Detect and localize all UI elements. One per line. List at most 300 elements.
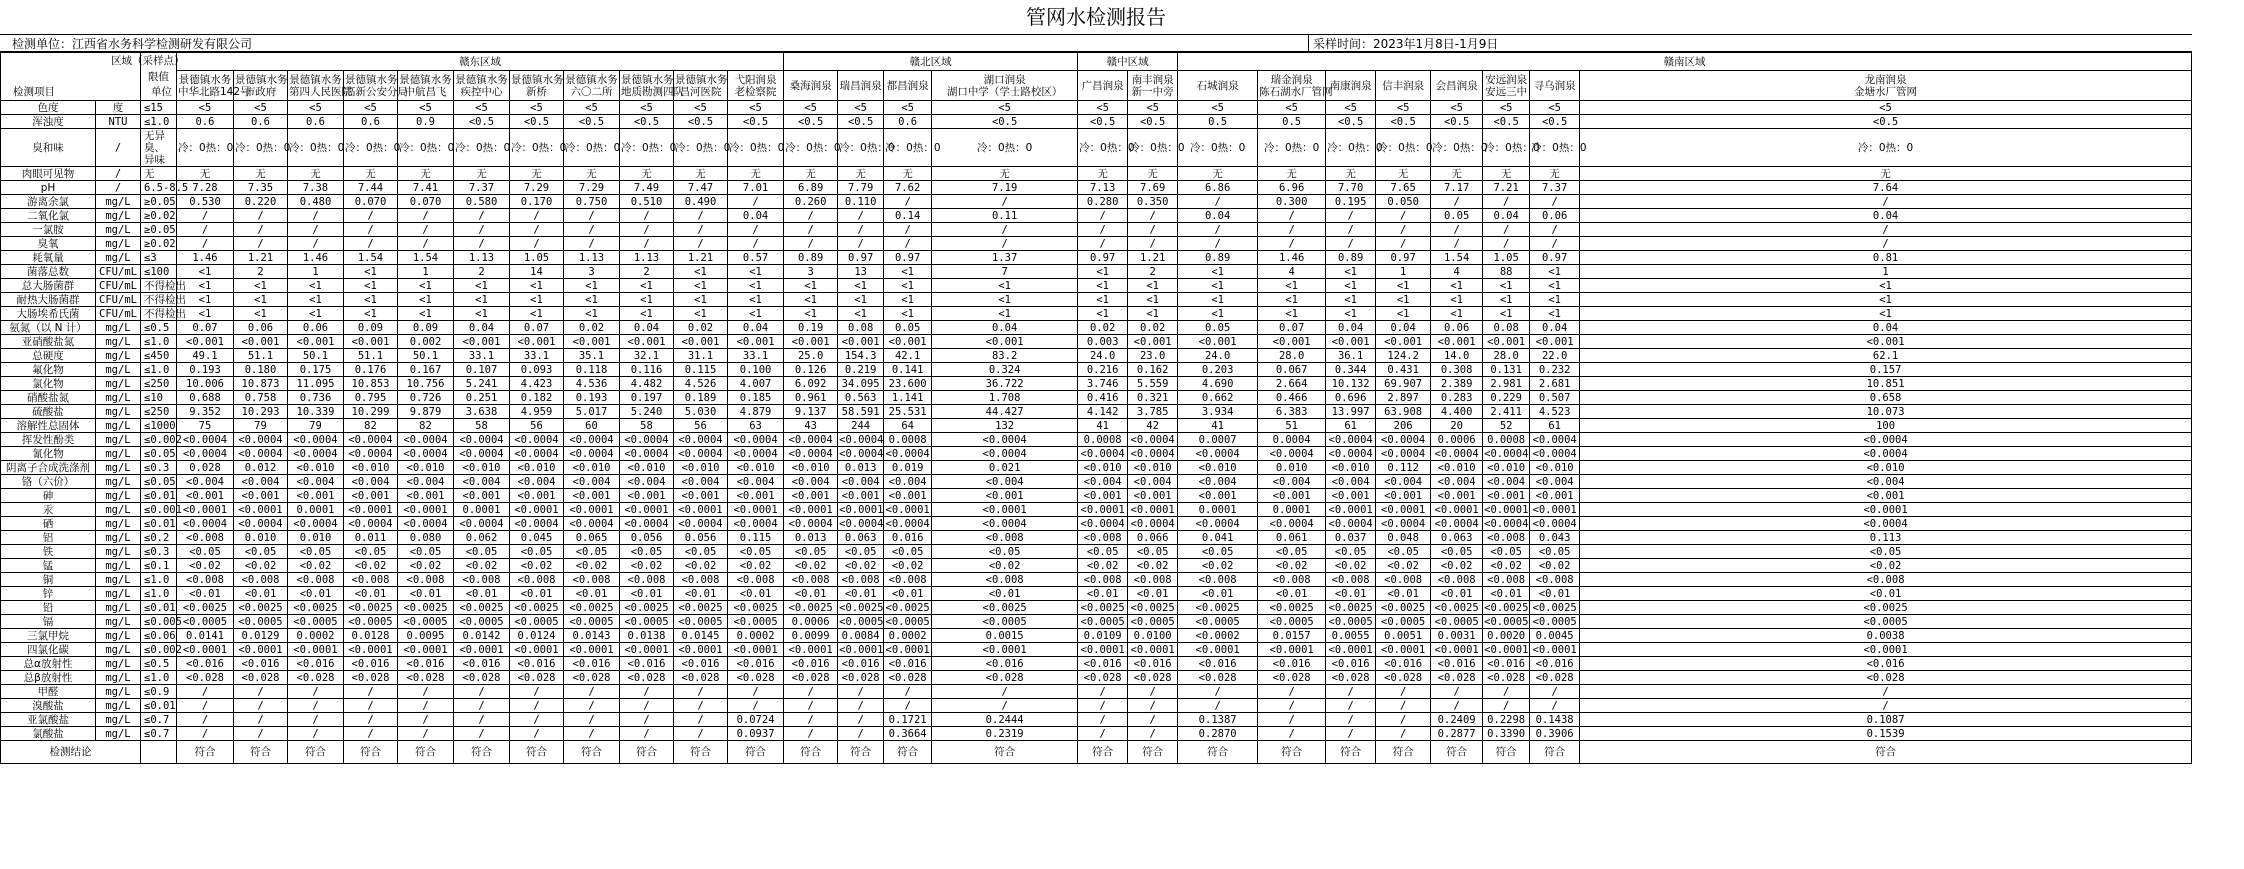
result-cell: <0.0004 <box>1078 517 1128 531</box>
result-cell: <0.0005 <box>344 615 398 629</box>
result-cell: 1.46 <box>288 251 344 265</box>
result-cell: <0.010 <box>398 461 454 475</box>
result-cell: <0.0004 <box>784 517 838 531</box>
result-cell: 0.012 <box>234 461 288 475</box>
result-cell: <0.001 <box>1530 489 1580 503</box>
result-cell: <0.05 <box>1326 545 1376 559</box>
result-cell: <0.0001 <box>177 643 234 657</box>
item-unit: mg/L <box>96 391 141 405</box>
item-name: 四氯化碳 <box>1 643 96 657</box>
result-cell: <0.004 <box>510 475 564 489</box>
result-cell: 36.1 <box>1326 349 1376 363</box>
conclusion-cell: 符合 <box>177 741 234 764</box>
result-cell: 0.11 <box>932 209 1078 223</box>
item-limit: ≤250 <box>141 405 177 419</box>
result-cell: <0.0025 <box>234 601 288 615</box>
result-cell: <0.0025 <box>344 601 398 615</box>
site-header: 都昌润泉 <box>884 71 932 101</box>
item-name: pH <box>1 181 96 195</box>
result-cell: / <box>1258 209 1326 223</box>
item-unit: mg/L <box>96 713 141 727</box>
conclusion-limit <box>141 741 177 764</box>
result-cell: <0.05 <box>1580 545 2192 559</box>
result-cell: / <box>884 685 932 699</box>
item-unit: / <box>96 129 141 167</box>
table-row <box>1 279 2192 293</box>
result-cell: 无 <box>510 167 564 181</box>
result-cell: <0.0004 <box>564 433 620 447</box>
result-cell: <0.004 <box>454 475 510 489</box>
result-cell: 33.1 <box>510 349 564 363</box>
result-cell: <0.0005 <box>564 615 620 629</box>
result-cell: <0.010 <box>1431 461 1483 475</box>
result-cell: <1 <box>454 307 510 321</box>
result-cell: <0.010 <box>1483 461 1530 475</box>
item-unit: mg/L <box>96 601 141 615</box>
result-cell: <0.001 <box>1128 489 1178 503</box>
table-row <box>1 587 2192 601</box>
result-cell: 0.118 <box>564 363 620 377</box>
result-cell: / <box>1326 699 1376 713</box>
table-row <box>1 657 2192 671</box>
result-cell: / <box>784 685 838 699</box>
item-unit: mg/L <box>96 685 141 699</box>
result-cell: <0.028 <box>1580 671 2192 685</box>
result-cell: / <box>838 223 884 237</box>
result-cell: <1 <box>1483 279 1530 293</box>
result-cell: <1 <box>884 307 932 321</box>
result-cell: / <box>564 699 620 713</box>
result-cell: <0.016 <box>564 657 620 671</box>
result-cell: 41 <box>1178 419 1258 433</box>
result-cell: <0.008 <box>674 573 728 587</box>
site-header: 寻乌润泉 <box>1530 71 1580 101</box>
result-cell: <0.004 <box>932 475 1078 489</box>
result-cell: <0.0004 <box>839 433 884 446</box>
result-cell: 无 <box>1580 167 2192 181</box>
result-cell: 1.54 <box>344 251 398 265</box>
result-cell: <0.0004 <box>620 447 674 461</box>
item-name: 氯化物 <box>1 377 96 391</box>
result-cell: <0.0004 <box>620 433 674 447</box>
conclusion-cell: 符合 <box>510 741 564 764</box>
item-name: 溶解性总固体 <box>1 419 96 433</box>
result-cell: <0.008 <box>1326 573 1376 587</box>
result-cell: / <box>288 237 344 251</box>
item-unit: mg/L <box>96 545 141 559</box>
result-cell: <0.028 <box>177 671 234 685</box>
result-cell: 0.0004 <box>1258 433 1326 447</box>
result-cell: / <box>1376 727 1431 741</box>
item-unit: 度 <box>96 101 141 115</box>
item-limit: 6.5-8.5 <box>141 181 177 195</box>
result-cell: / <box>1326 237 1376 251</box>
conclusion-cell: 符合 <box>564 741 620 764</box>
result-cell: <0.0004 <box>839 517 884 530</box>
item-unit: mg/L <box>96 419 141 433</box>
result-cell: 75 <box>177 419 234 433</box>
result-cell: <0.01 <box>1078 587 1128 601</box>
result-cell: <0.004 <box>1530 475 1580 489</box>
result-cell: 0.070 <box>398 195 454 209</box>
result-cell: / <box>728 685 784 699</box>
result-cell: 0.0084 <box>838 629 884 643</box>
result-cell: 0.056 <box>674 531 728 545</box>
result-cell: 0.1438 <box>1530 713 1580 727</box>
result-cell: <1 <box>1376 293 1431 307</box>
result-cell: 52 <box>1483 419 1530 433</box>
result-cell: <0.0025 <box>885 601 930 614</box>
result-cell: <0.010 <box>454 461 510 475</box>
item-limit: 不得检出 <box>141 279 177 293</box>
result-cell: 0.063 <box>1431 531 1483 545</box>
result-cell: <0.016 <box>1258 657 1326 671</box>
result-cell: 0.89 <box>1326 251 1376 265</box>
result-cell: <0.02 <box>288 559 344 573</box>
sampling-time: 采样时间：2023年1月8日-1月9日 <box>1308 35 1498 52</box>
result-cell: <0.008 <box>454 573 510 587</box>
result-cell: <0.004 <box>1258 475 1326 489</box>
result-cell: <0.01 <box>344 587 398 601</box>
result-cell: 0.251 <box>454 391 510 405</box>
result-cell: 无 <box>838 167 884 181</box>
table-row <box>1 195 2192 209</box>
result-cell: / <box>1128 685 1178 699</box>
result-cell: <1 <box>564 307 620 321</box>
result-cell: 无 <box>454 167 510 181</box>
result-cell: <0.0004 <box>177 447 234 461</box>
result-cell: 0.126 <box>784 363 838 377</box>
result-cell: / <box>510 685 564 699</box>
result-cell: <0.0001 <box>398 643 454 657</box>
result-cell: <0.010 <box>1530 461 1580 475</box>
result-cell: 4.482 <box>620 377 674 391</box>
result-cell: <0.05 <box>1078 545 1128 559</box>
result-cell: <5 <box>564 101 620 115</box>
result-cell: 0.0008 <box>1483 433 1530 447</box>
item-name: 大肠埃希氏菌 <box>1 307 96 321</box>
result-cell: 冷：0热：0 <box>1078 129 1128 167</box>
result-cell: 7 <box>932 265 1078 279</box>
result-cell: <1 <box>1376 307 1431 321</box>
result-cell: <0.001 <box>884 489 932 503</box>
result-cell: <0.01 <box>1431 587 1483 601</box>
result-cell: 3.638 <box>454 405 510 419</box>
result-cell: <0.0025 <box>1376 601 1431 615</box>
result-cell: <0.0004 <box>288 447 344 461</box>
result-cell: <5 <box>1376 101 1431 115</box>
result-cell: / <box>288 713 344 727</box>
result-cell: 0.563 <box>838 391 884 405</box>
result-cell: 63 <box>728 419 784 433</box>
result-cell: <0.0025 <box>1128 601 1178 615</box>
result-cell: / <box>398 699 454 713</box>
result-cell: <0.028 <box>1258 671 1326 685</box>
result-cell: 5.241 <box>454 377 510 391</box>
result-cell: 0.157 <box>1580 363 2192 377</box>
result-cell: <0.0001 <box>234 503 288 517</box>
result-cell: / <box>1580 237 2192 251</box>
result-cell: / <box>564 223 620 237</box>
result-cell: <5 <box>784 101 838 115</box>
result-cell: 0.2319 <box>932 727 1078 741</box>
limit-header: 限值 <box>141 53 177 101</box>
result-cell: <0.001 <box>1530 335 1580 349</box>
result-cell: 0.093 <box>510 363 564 377</box>
result-cell: <1 <box>1078 265 1128 279</box>
site-header: 弋阳润泉 老检察院 <box>728 71 784 101</box>
result-cell: <0.02 <box>1128 559 1178 573</box>
result-cell: <5 <box>1078 101 1128 115</box>
result-cell: 无 <box>1078 167 1128 181</box>
result-cell: 23.0 <box>1128 349 1178 363</box>
item-name: 耗氧量 <box>1 251 96 265</box>
result-cell: / <box>784 727 838 741</box>
result-cell: <5 <box>288 101 344 115</box>
result-cell: <0.0004 <box>1484 447 1529 460</box>
result-cell: <0.0004 <box>177 433 234 447</box>
result-cell: 0.131 <box>1483 363 1530 377</box>
result-cell: 0.81 <box>1580 251 2192 265</box>
item-limit: ≤10 <box>141 391 177 405</box>
item-unit: mg/L <box>96 727 141 741</box>
result-cell: 6.96 <box>1258 181 1326 195</box>
result-cell: <0.0025 <box>839 601 884 614</box>
item-limit: ≤0.05 <box>141 475 177 489</box>
result-cell: <0.05 <box>177 545 234 559</box>
result-cell: <0.0001 <box>1376 643 1431 657</box>
result-cell: 0.05 <box>884 321 932 335</box>
item-unit: mg/L <box>96 195 141 209</box>
result-cell: <0.0004 <box>1376 517 1431 531</box>
result-cell: 7.65 <box>1376 181 1431 195</box>
result-cell: <0.001 <box>1483 489 1530 503</box>
result-cell: 0.113 <box>1580 531 2192 545</box>
result-cell: <0.004 <box>784 475 838 489</box>
result-cell: <0.0001 <box>398 503 454 517</box>
result-cell: 无 <box>1483 167 1530 181</box>
result-cell: / <box>454 699 510 713</box>
result-cell: 9.352 <box>177 405 234 419</box>
result-cell: <0.0004 <box>1128 433 1178 447</box>
result-cell: / <box>838 727 884 741</box>
result-cell: 0.0124 <box>510 629 564 643</box>
item-unit: mg/L <box>96 643 141 657</box>
site-header: 瑞金润泉 陈石湖水厂管网 <box>1258 71 1326 101</box>
result-cell: 1.05 <box>1483 251 1530 265</box>
conclusion-cell: 符合 <box>674 741 728 764</box>
result-cell: <0.0004 <box>1530 447 1580 461</box>
result-cell: / <box>1326 685 1376 699</box>
result-cell: <1 <box>1483 293 1530 307</box>
result-cell: 0.726 <box>398 391 454 405</box>
result-cell: <0.02 <box>838 559 884 573</box>
result-cell: 10.851 <box>1580 377 2192 391</box>
result-cell: <0.0004 <box>1128 517 1178 531</box>
report-meta <box>0 34 2192 52</box>
result-cell: / <box>344 223 398 237</box>
result-cell: 0.0724 <box>728 713 784 727</box>
result-cell: 7.44 <box>344 181 398 195</box>
result-cell: 0.2444 <box>932 713 1078 727</box>
result-cell: 无 <box>884 167 932 181</box>
result-cell: <0.010 <box>674 461 728 475</box>
result-cell: / <box>884 699 932 713</box>
result-cell: / <box>620 685 674 699</box>
result-cell: <0.0004 <box>784 447 838 461</box>
result-cell: <0.016 <box>288 657 344 671</box>
result-cell: <0.0025 <box>564 601 620 615</box>
result-cell: <0.0025 <box>784 601 838 615</box>
item-limit: ≤0.3 <box>141 545 177 559</box>
result-cell: / <box>674 699 728 713</box>
result-cell: 无 <box>1128 167 1178 181</box>
site-header: 石城润泉 <box>1178 71 1258 101</box>
result-cell: 60 <box>564 419 620 433</box>
item-limit: 不得检出 <box>141 307 177 321</box>
conclusion-cell: 符合 <box>784 741 838 764</box>
result-cell: / <box>564 713 620 727</box>
result-cell: 64 <box>884 419 932 433</box>
result-cell: <0.0001 <box>728 503 784 517</box>
table-row <box>1 447 2192 461</box>
site-header: 景德镇水务 中航昌飞 <box>398 71 454 101</box>
result-cell: 0.0051 <box>1376 629 1431 643</box>
table-row <box>1 713 2192 727</box>
result-cell: <0.01 <box>564 587 620 601</box>
result-cell: 10.293 <box>234 405 288 419</box>
result-cell: <1 <box>510 279 564 293</box>
result-cell: <0.01 <box>1376 587 1431 601</box>
result-cell: <1 <box>1580 307 2192 321</box>
result-cell: <0.0005 <box>1326 615 1376 629</box>
result-cell: <0.004 <box>1483 475 1530 489</box>
item-name: 挥发性酚类 <box>1 433 96 447</box>
result-cell: <5 <box>728 101 784 115</box>
table-row <box>1 475 2192 489</box>
result-cell: / <box>344 685 398 699</box>
result-cell: <5 <box>838 101 884 115</box>
result-cell: <1 <box>728 293 784 307</box>
result-cell: 1.21 <box>1128 251 1178 265</box>
result-cell: 0.6 <box>884 115 932 129</box>
result-cell: <0.010 <box>1078 461 1128 475</box>
result-cell: <0.5 <box>784 115 838 129</box>
result-cell: 0.6 <box>177 115 234 129</box>
table-row <box>1 307 2192 321</box>
result-cell: / <box>784 209 838 223</box>
item-unit: mg/L <box>96 433 141 447</box>
site-header: 景德镇水务 市政府 <box>234 71 288 101</box>
result-cell: / <box>564 237 620 251</box>
item-name: 铜 <box>1 573 96 587</box>
result-cell: <0.5 <box>932 115 1078 129</box>
item-limit: ≤1.0 <box>141 335 177 349</box>
table-row <box>1 209 2192 223</box>
result-cell: 0.041 <box>1178 531 1258 545</box>
result-cell: <1 <box>288 279 344 293</box>
item-limit: 无异臭、 异味 <box>141 129 177 167</box>
table-row <box>1 601 2192 615</box>
result-cell: 冷：0热：0 <box>398 129 454 167</box>
result-cell: <0.001 <box>784 489 838 503</box>
item-name: 锌 <box>1 587 96 601</box>
result-cell: 0.176 <box>344 363 398 377</box>
result-cell: 244 <box>838 419 884 433</box>
result-cell: <0.02 <box>784 559 838 573</box>
result-cell: <1 <box>1258 293 1326 307</box>
result-cell: <0.008 <box>1178 573 1258 587</box>
result-cell: <1 <box>784 293 838 307</box>
result-cell: / <box>1258 223 1326 237</box>
item-unit: mg/L <box>96 349 141 363</box>
result-cell: <0.028 <box>728 671 784 685</box>
result-cell: <0.0001 <box>1078 503 1128 517</box>
item-limit: ≤0.5 <box>141 321 177 335</box>
table-row <box>1 335 2192 349</box>
result-cell: <0.0025 <box>932 601 1078 615</box>
result-cell: / <box>1580 685 2192 699</box>
result-cell: 冷：0热：0 <box>1178 129 1258 167</box>
item-name: 臭氧 <box>1 237 96 251</box>
result-cell: 冷：0热：0 <box>234 129 288 167</box>
result-cell: <0.028 <box>1078 671 1128 685</box>
item-name: 汞 <box>1 503 96 517</box>
result-cell: <0.010 <box>1178 461 1258 475</box>
result-cell: 0.04 <box>1178 209 1258 223</box>
result-cell: 1.708 <box>932 391 1078 405</box>
result-cell: 0.324 <box>932 363 1078 377</box>
result-cell: 冷：0热：0 <box>510 129 564 167</box>
result-cell: <0.0005 <box>177 615 234 629</box>
result-cell: <0.008 <box>564 573 620 587</box>
result-cell: <0.016 <box>234 657 288 671</box>
result-cell: / <box>674 237 728 251</box>
result-cell: 1.21 <box>234 251 288 265</box>
result-cell: 0.3664 <box>884 727 932 741</box>
site-header: 会昌润泉 <box>1431 71 1483 101</box>
result-cell: 1.54 <box>398 251 454 265</box>
item-label: 检测项目 <box>13 86 55 98</box>
site-header: 景德镇水务 第四人民医院 <box>288 71 344 101</box>
result-cell: <0.004 <box>1431 475 1483 489</box>
result-cell: 0.050 <box>1376 195 1431 209</box>
result-cell: <0.5 <box>564 115 620 129</box>
result-cell: <1 <box>620 279 674 293</box>
result-cell: 42.1 <box>884 349 932 363</box>
result-cell: 0.175 <box>288 363 344 377</box>
result-cell: / <box>564 209 620 223</box>
result-cell: / <box>177 237 234 251</box>
table-row <box>1 545 2192 559</box>
result-cell: <0.001 <box>932 489 1078 503</box>
site-header: 景德镇水务 新桥 <box>510 71 564 101</box>
result-cell: <1 <box>1326 279 1376 293</box>
result-cell: <1 <box>1530 279 1580 293</box>
result-cell: <0.0004 <box>932 447 1078 461</box>
result-cell: 79 <box>288 419 344 433</box>
table-row <box>1 643 2192 657</box>
result-cell: / <box>344 209 398 223</box>
result-cell: <0.0004 <box>344 517 398 531</box>
result-cell: <0.0004 <box>1530 517 1580 531</box>
result-cell: 13.997 <box>1326 405 1376 419</box>
result-cell: 10.299 <box>344 405 398 419</box>
result-cell: <0.01 <box>1258 587 1326 601</box>
item-name: 臭和味 <box>1 129 96 167</box>
region-group-header: 赣中区域 <box>1078 53 1178 71</box>
result-cell: <0.004 <box>1580 475 2192 489</box>
